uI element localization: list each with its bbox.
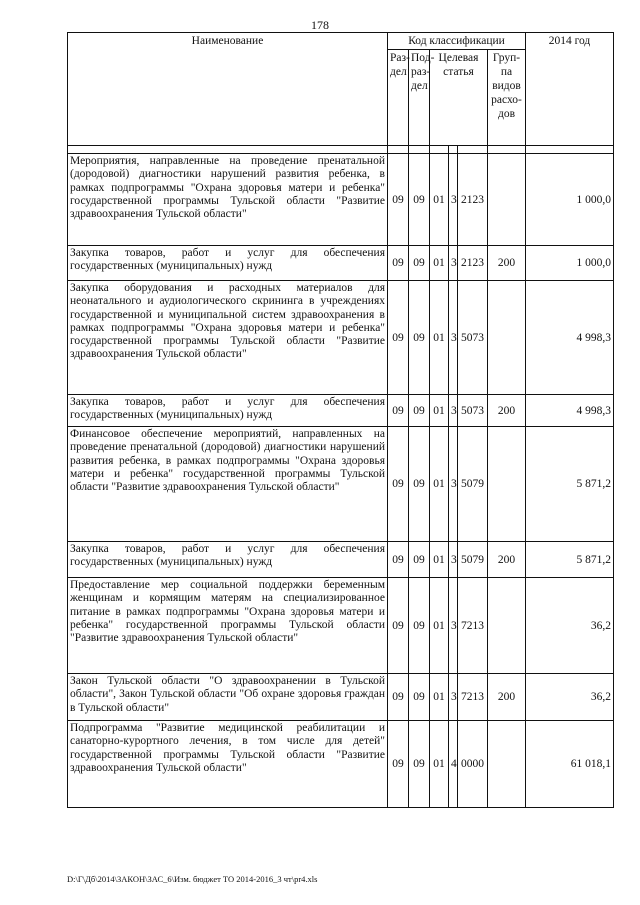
table-row xyxy=(68,395,614,427)
row-group xyxy=(488,427,526,542)
header-target: Целевая статья xyxy=(430,50,488,146)
table-row xyxy=(68,721,614,808)
row-podrazdel: 09 xyxy=(409,246,430,281)
row-podrazdel: 09 xyxy=(409,395,430,427)
row-group xyxy=(488,154,526,246)
table-row xyxy=(68,542,614,578)
row-target-subprogram: 4 xyxy=(449,721,458,808)
row-target-subprogram: 3 xyxy=(449,246,458,281)
header-razdel: Раз- дел xyxy=(388,50,409,146)
row-podrazdel: 09 xyxy=(409,578,430,674)
row-target-program: 01 xyxy=(430,674,449,721)
row-target-subprogram: 3 xyxy=(449,427,458,542)
row-target-program: 01 xyxy=(430,542,449,578)
row-podrazdel: 09 xyxy=(409,542,430,578)
row-target-program: 01 xyxy=(430,578,449,674)
budget-table xyxy=(67,32,614,808)
header-code: Код классификации xyxy=(388,33,526,50)
row-target-program: 01 xyxy=(430,154,449,246)
row-target-subprogram: 3 xyxy=(449,674,458,721)
row-amount: 1 000,0 xyxy=(526,154,614,246)
row-group xyxy=(488,578,526,674)
row-name: Закупка товаров, работ и услуг для обеспечения государственных (муниципальных) нужд xyxy=(68,246,388,281)
row-name: Закупка товаров, работ и услуг для обеспечения государственных (муниципальных) нужд xyxy=(68,395,388,427)
row-group xyxy=(488,721,526,808)
row-target-direction: 2123 xyxy=(458,246,488,281)
row-name: Закон Тульской области "О здравоохранении в Тульской области", Закон Тульской области "Об охране здоровья граждан в Тульской области" xyxy=(68,674,388,721)
page-number: 178 xyxy=(311,18,329,32)
row-name: Закупка оборудования и расходных материалов для неонатального и аудиологического скрининга в учреждениях государственной и муниципальной систем здравоохранения в рамках подпрограммы "Охрана здоровья матери и ребенка" государственной программы Тульской области "Развитие здравоохранения Тульской области" xyxy=(68,281,388,395)
row-group: 200 xyxy=(488,246,526,281)
table-row xyxy=(68,578,614,674)
header-year: 2014 год xyxy=(526,33,614,146)
row-razdel: 09 xyxy=(388,281,409,395)
row-target-direction: 0000 xyxy=(458,721,488,808)
header-name: Наименование xyxy=(68,33,388,146)
row-amount: 61 018,1 xyxy=(526,721,614,808)
row-podrazdel: 09 xyxy=(409,721,430,808)
row-target-direction: 7213 xyxy=(458,674,488,721)
row-razdel: 09 xyxy=(388,578,409,674)
row-podrazdel: 09 xyxy=(409,674,430,721)
row-podrazdel: 09 xyxy=(409,154,430,246)
row-razdel: 09 xyxy=(388,674,409,721)
table-row xyxy=(68,246,614,281)
table-row xyxy=(68,281,614,395)
row-amount: 36,2 xyxy=(526,578,614,674)
row-amount: 5 871,2 xyxy=(526,542,614,578)
row-razdel: 09 xyxy=(388,246,409,281)
row-target-subprogram: 3 xyxy=(449,578,458,674)
row-target-program: 01 xyxy=(430,427,449,542)
row-target-direction: 7213 xyxy=(458,578,488,674)
row-amount: 36,2 xyxy=(526,674,614,721)
row-target-program: 01 xyxy=(430,246,449,281)
row-group xyxy=(488,281,526,395)
row-razdel: 09 xyxy=(388,542,409,578)
row-target-subprogram: 3 xyxy=(449,395,458,427)
row-name: Подпрограмма "Развитие медицинской реабилитации и санаторно-курортного лечения, в том числе для детей" государственной программы Тульской области "Развитие здравоохранения Тульской области" xyxy=(68,721,388,808)
file-path-footer: D:\Г\Дб\2014\ЗАКОН\ЗАС_6\Изм. бюджет ТО 2014-2016_3 чт\pr4.xls xyxy=(67,874,318,884)
row-group: 200 xyxy=(488,674,526,721)
row-target-direction: 5079 xyxy=(458,542,488,578)
row-razdel: 09 xyxy=(388,427,409,542)
table-row xyxy=(68,154,614,246)
row-group: 200 xyxy=(488,395,526,427)
row-amount: 4 998,3 xyxy=(526,395,614,427)
row-razdel: 09 xyxy=(388,721,409,808)
row-amount: 1 000,0 xyxy=(526,246,614,281)
row-razdel: 09 xyxy=(388,154,409,246)
row-target-program: 01 xyxy=(430,395,449,427)
row-name: Предоставление мер социальной поддержки беременным женщинам и кормящим матерям на специализированное питание в рамках подпрограммы "Охрана здоровья матери и ребенка" государственной программы Тульской области "Развитие здравоохранения Тульской области" xyxy=(68,578,388,674)
row-target-subprogram: 3 xyxy=(449,542,458,578)
row-group: 200 xyxy=(488,542,526,578)
row-target-subprogram: 3 xyxy=(449,154,458,246)
row-target-direction: 5073 xyxy=(458,281,488,395)
row-amount: 5 871,2 xyxy=(526,427,614,542)
row-razdel: 09 xyxy=(388,395,409,427)
row-name: Закупка товаров, работ и услуг для обеспечения государственных (муниципальных) нужд xyxy=(68,542,388,578)
table-row xyxy=(68,674,614,721)
row-target-direction: 5079 xyxy=(458,427,488,542)
header-podrazdel: Под- раз- дел xyxy=(409,50,430,146)
row-target-program: 01 xyxy=(430,721,449,808)
table-row xyxy=(68,427,614,542)
header-group: Груп- па видов расхо- дов xyxy=(488,50,526,146)
row-target-direction: 2123 xyxy=(458,154,488,246)
row-amount: 4 998,3 xyxy=(526,281,614,395)
row-name: Финансовое обеспечение мероприятий, направленных на проведение пренатальной (дородовой) диагностики нарушений развития ребенка, в рамках подпрограммы "Охрана здоровья матери и ребенка" государственной программы Тульской области "Развитие здравоохранения Тульской области" xyxy=(68,427,388,542)
row-podrazdel: 09 xyxy=(409,427,430,542)
row-podrazdel: 09 xyxy=(409,281,430,395)
row-name: Мероприятия, направленные на проведение пренатальной (дородовой) диагностики нарушений развития ребенка, в рамках подпрограммы "Охрана здоровья матери и ребенка" государственной программы Тульской области "Развитие здравоохранения Тульской области" xyxy=(68,154,388,246)
row-target-subprogram: 3 xyxy=(449,281,458,395)
row-target-direction: 5073 xyxy=(458,395,488,427)
row-target-program: 01 xyxy=(430,281,449,395)
